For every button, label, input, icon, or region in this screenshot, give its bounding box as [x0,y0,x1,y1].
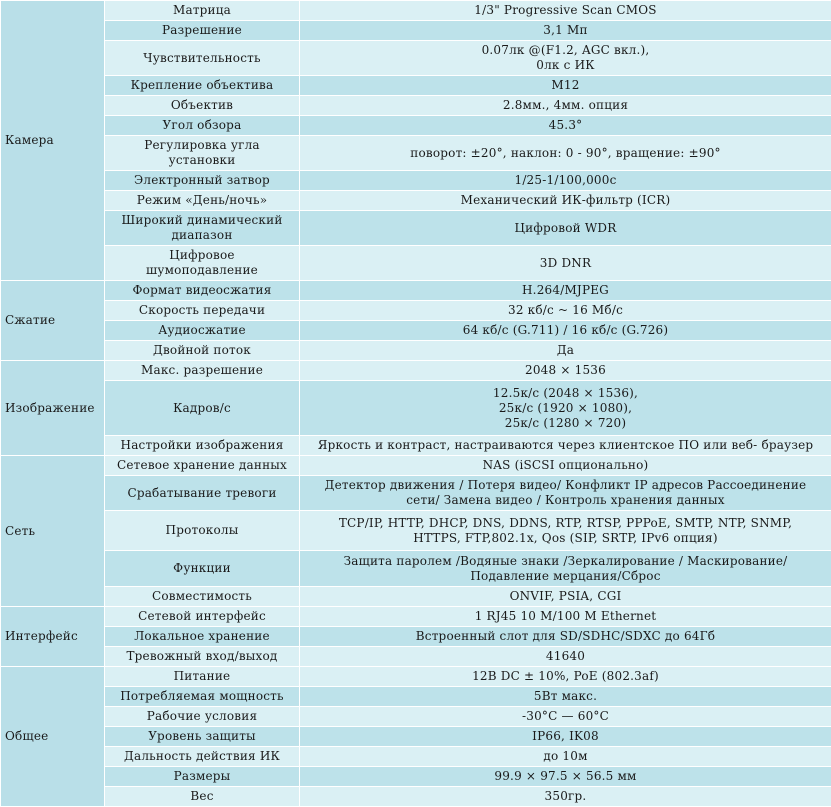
spec-label-line: Разрешение [109,23,295,38]
spec-label [105,246,300,281]
spec-value [300,1,831,21]
spec-value [300,361,831,381]
spec-label-line: Угол обзора [109,118,295,133]
spec-label [105,341,300,361]
spec-value [300,116,831,136]
table-row [1,76,831,96]
table-row [1,361,831,381]
spec-label-line: Формат видеосжатия [109,283,295,298]
spec-value-line: Встроенный слот для SD/SDHC/SDXC до 64Гб [304,629,827,644]
spec-value-line: сети/ Замена видео / Контроль хранения данных [304,493,827,508]
spec-label-line: Двойной поток [109,343,295,358]
spec-label-line: Цифровое [109,248,295,263]
table-row [1,246,831,281]
spec-value [300,747,831,767]
spec-label-line: Кадров/с [109,401,295,416]
spec-value [300,767,831,787]
spec-label-line: Тревожный вход/выход [109,649,295,664]
spec-label [105,381,300,436]
spec-label-line: Режим «День/ночь» [109,193,295,208]
spec-value [300,627,831,647]
spec-value-line: TCP/IP, HTTP, DHCP, DNS, DDNS, RTP, RTSP, PPPoE, SMTP, NTP, SNMP, [304,516,827,531]
spec-label-line: Матрица [109,3,295,18]
spec-value-line: 32 кб/с ~ 16 Мб/с [304,303,827,318]
spec-label-line: Макс. разрешение [109,363,295,378]
table-row [1,191,831,211]
table-row [1,96,831,116]
spec-label [105,551,300,587]
spec-label [105,96,300,116]
table-row [1,116,831,136]
table-row [1,727,831,747]
spec-label [105,321,300,341]
spec-value-line: 3,1 Мп [304,23,827,38]
spec-label [105,76,300,96]
spec-value-line: 64 кб/с (G.711) / 16 кб/с (G.726) [304,323,827,338]
table-row [1,767,831,787]
spec-label [105,511,300,551]
spec-value-line: HTTPS, FTP,802.1x, Qos (SIP, SRTP, IPv6 опция) [304,531,827,546]
spec-value [300,171,831,191]
spec-value-line: 99.9 × 97.5 × 56.5 мм [304,769,827,784]
spec-value [300,707,831,727]
spec-value [300,476,831,511]
spec-value-line: поворот: ±20°, наклон: 0 - 90°, вращение: ±90° [304,146,827,161]
spec-label [105,587,300,607]
spec-label [105,647,300,667]
spec-value [300,41,831,76]
spec-label [105,707,300,727]
spec-value-line: 41640 [304,649,827,664]
spec-label-line: Вес [109,789,295,804]
table-row [1,321,831,341]
spec-label-line: Потребляемая мощность [109,689,295,704]
spec-value [300,191,831,211]
spec-label [105,667,300,687]
spec-label-line: Крепление объектива [109,78,295,93]
spec-value-line: ONVIF, PSIA, CGI [304,589,827,604]
table-row [1,381,831,436]
spec-value-line: -30°C — 60°C [304,709,827,724]
table-row [1,41,831,76]
table-row [1,476,831,511]
spec-value [300,511,831,551]
table-row [1,301,831,321]
category-network: Сеть [1,456,105,607]
table-row [1,211,831,246]
spec-value-line: М12 [304,78,827,93]
spec-value-line: 1 RJ45 10 M/100 M Ethernet [304,609,827,624]
category-compression: Сжатие [1,281,105,361]
spec-value-line: Да [304,343,827,358]
spec-value-line: 25к/с (1280 × 720) [304,416,827,431]
table-row [1,667,831,687]
table-row [1,687,831,707]
spec-value-line: H.264/MJPEG [304,283,827,298]
spec-label [105,41,300,76]
spec-value [300,587,831,607]
spec-label [105,727,300,747]
spec-value-line: Подавление мерцания/Сброс [304,569,827,584]
category-camera: Камера [1,1,105,281]
spec-value [300,281,831,301]
spec-label [105,301,300,321]
table-row [1,21,831,41]
spec-label [105,627,300,647]
table-row [1,511,831,551]
category-image: Изображение [1,361,105,456]
table-row [1,551,831,587]
spec-label-line: Широкий динамический [109,213,295,228]
table-row [1,627,831,647]
spec-label-line: Настройки изображения [109,438,295,453]
table-row [1,707,831,727]
spec-value [300,341,831,361]
spec-value [300,246,831,281]
spec-value-line: 12.5к/с (2048 × 1536), [304,386,827,401]
spec-value-line: 2.8мм., 4мм. опция [304,98,827,113]
spec-value [300,607,831,627]
spec-label [105,687,300,707]
category-general: Общее [1,667,105,807]
spec-value-line: 1/3" Progressive Scan CMOS [304,3,827,18]
spec-value-line: 1/25-1/100,000с [304,173,827,188]
spec-value-line: 25к/с (1920 × 1080), [304,401,827,416]
category-interface: Интерфейс [1,607,105,667]
spec-value [300,727,831,747]
spec-value-line: 45.3° [304,118,827,133]
spec-value-line: 0.07лк @(F1.2, AGC вкл.), [304,43,827,58]
spec-label [105,211,300,246]
spec-value-line: Цифровой WDR [304,221,827,236]
spec-label-line: Совместимость [109,589,295,604]
table-row [1,747,831,767]
table-row [1,341,831,361]
spec-label-line: Срабатывание тревоги [109,486,295,501]
table-row [1,136,831,171]
spec-label [105,607,300,627]
spec-label [105,361,300,381]
spec-value-line: 12В DC ± 10%, PoE (802.3af) [304,669,827,684]
table-row [1,647,831,667]
spec-label [105,171,300,191]
spec-value-line: 0лк с ИК [304,58,827,73]
spec-value [300,456,831,476]
spec-label-line: шумоподавление [109,263,295,278]
spec-label-line: Локальное хранение [109,629,295,644]
spec-label-line: Сетевое хранение данных [109,458,295,473]
spec-label-line: диапазон [109,228,295,243]
spec-value [300,687,831,707]
spec-value-line: до 10м [304,749,827,764]
spec-label [105,456,300,476]
spec-value [300,551,831,587]
spec-label [105,21,300,41]
spec-label-line: Функции [109,561,295,576]
table-row [1,281,831,301]
spec-label-line: Питание [109,669,295,684]
spec-label-line: Объектив [109,98,295,113]
spec-value-line: Яркость и контраст, настраиваются через клиентское ПО или веб- браузер [304,438,827,453]
spec-label-line: установки [109,153,295,168]
spec-label-line: Дальность действия ИК [109,749,295,764]
spec-value [300,436,831,456]
spec-label-line: Скорость передачи [109,303,295,318]
spec-value-line: Защита паролем /Водяные знаки /Зеркалирование / Маскирование/ [304,554,827,569]
spec-label-line: Аудиосжатие [109,323,295,338]
spec-value-line: NAS (iSCSI опционально) [304,458,827,473]
spec-label-line: Чувствительность [109,51,295,66]
spec-label [105,436,300,456]
spec-value-line: 5Вт макс. [304,689,827,704]
table-row [1,171,831,191]
spec-value [300,136,831,171]
spec-value [300,301,831,321]
spec-value [300,647,831,667]
spec-value [300,321,831,341]
spec-label [105,476,300,511]
spec-label-line: Протоколы [109,523,295,538]
table-row [1,587,831,607]
spec-value-line: 2048 × 1536 [304,363,827,378]
spec-value [300,96,831,116]
specs-table-body [1,1,831,807]
spec-label-line: Уровень защиты [109,729,295,744]
spec-value [300,21,831,41]
spec-label [105,1,300,21]
table-row [1,456,831,476]
spec-label [105,767,300,787]
spec-label-line: Регулировка угла [109,138,295,153]
spec-label-line: Сетевой интерфейс [109,609,295,624]
spec-value [300,667,831,687]
spec-value-line: 350гр. [304,789,827,804]
spec-label [105,747,300,767]
spec-value-line: 3D DNR [304,256,827,271]
spec-value [300,76,831,96]
spec-label-line: Электронный затвор [109,173,295,188]
spec-label-line: Размеры [109,769,295,784]
spec-value-line: Детектор движения / Потеря видео/ Конфликт IP адресов Рассоединение [304,478,827,493]
table-row [1,607,831,627]
spec-label [105,191,300,211]
spec-label-line: Рабочие условия [109,709,295,724]
spec-label [105,281,300,301]
table-row [1,1,831,21]
spec-label [105,116,300,136]
spec-label [105,136,300,171]
spec-value-line: IP66, IK08 [304,729,827,744]
spec-value [300,381,831,436]
table-row [1,436,831,456]
spec-value [300,211,831,246]
spec-value-line: Механический ИК-фильтр (ICR) [304,193,827,208]
